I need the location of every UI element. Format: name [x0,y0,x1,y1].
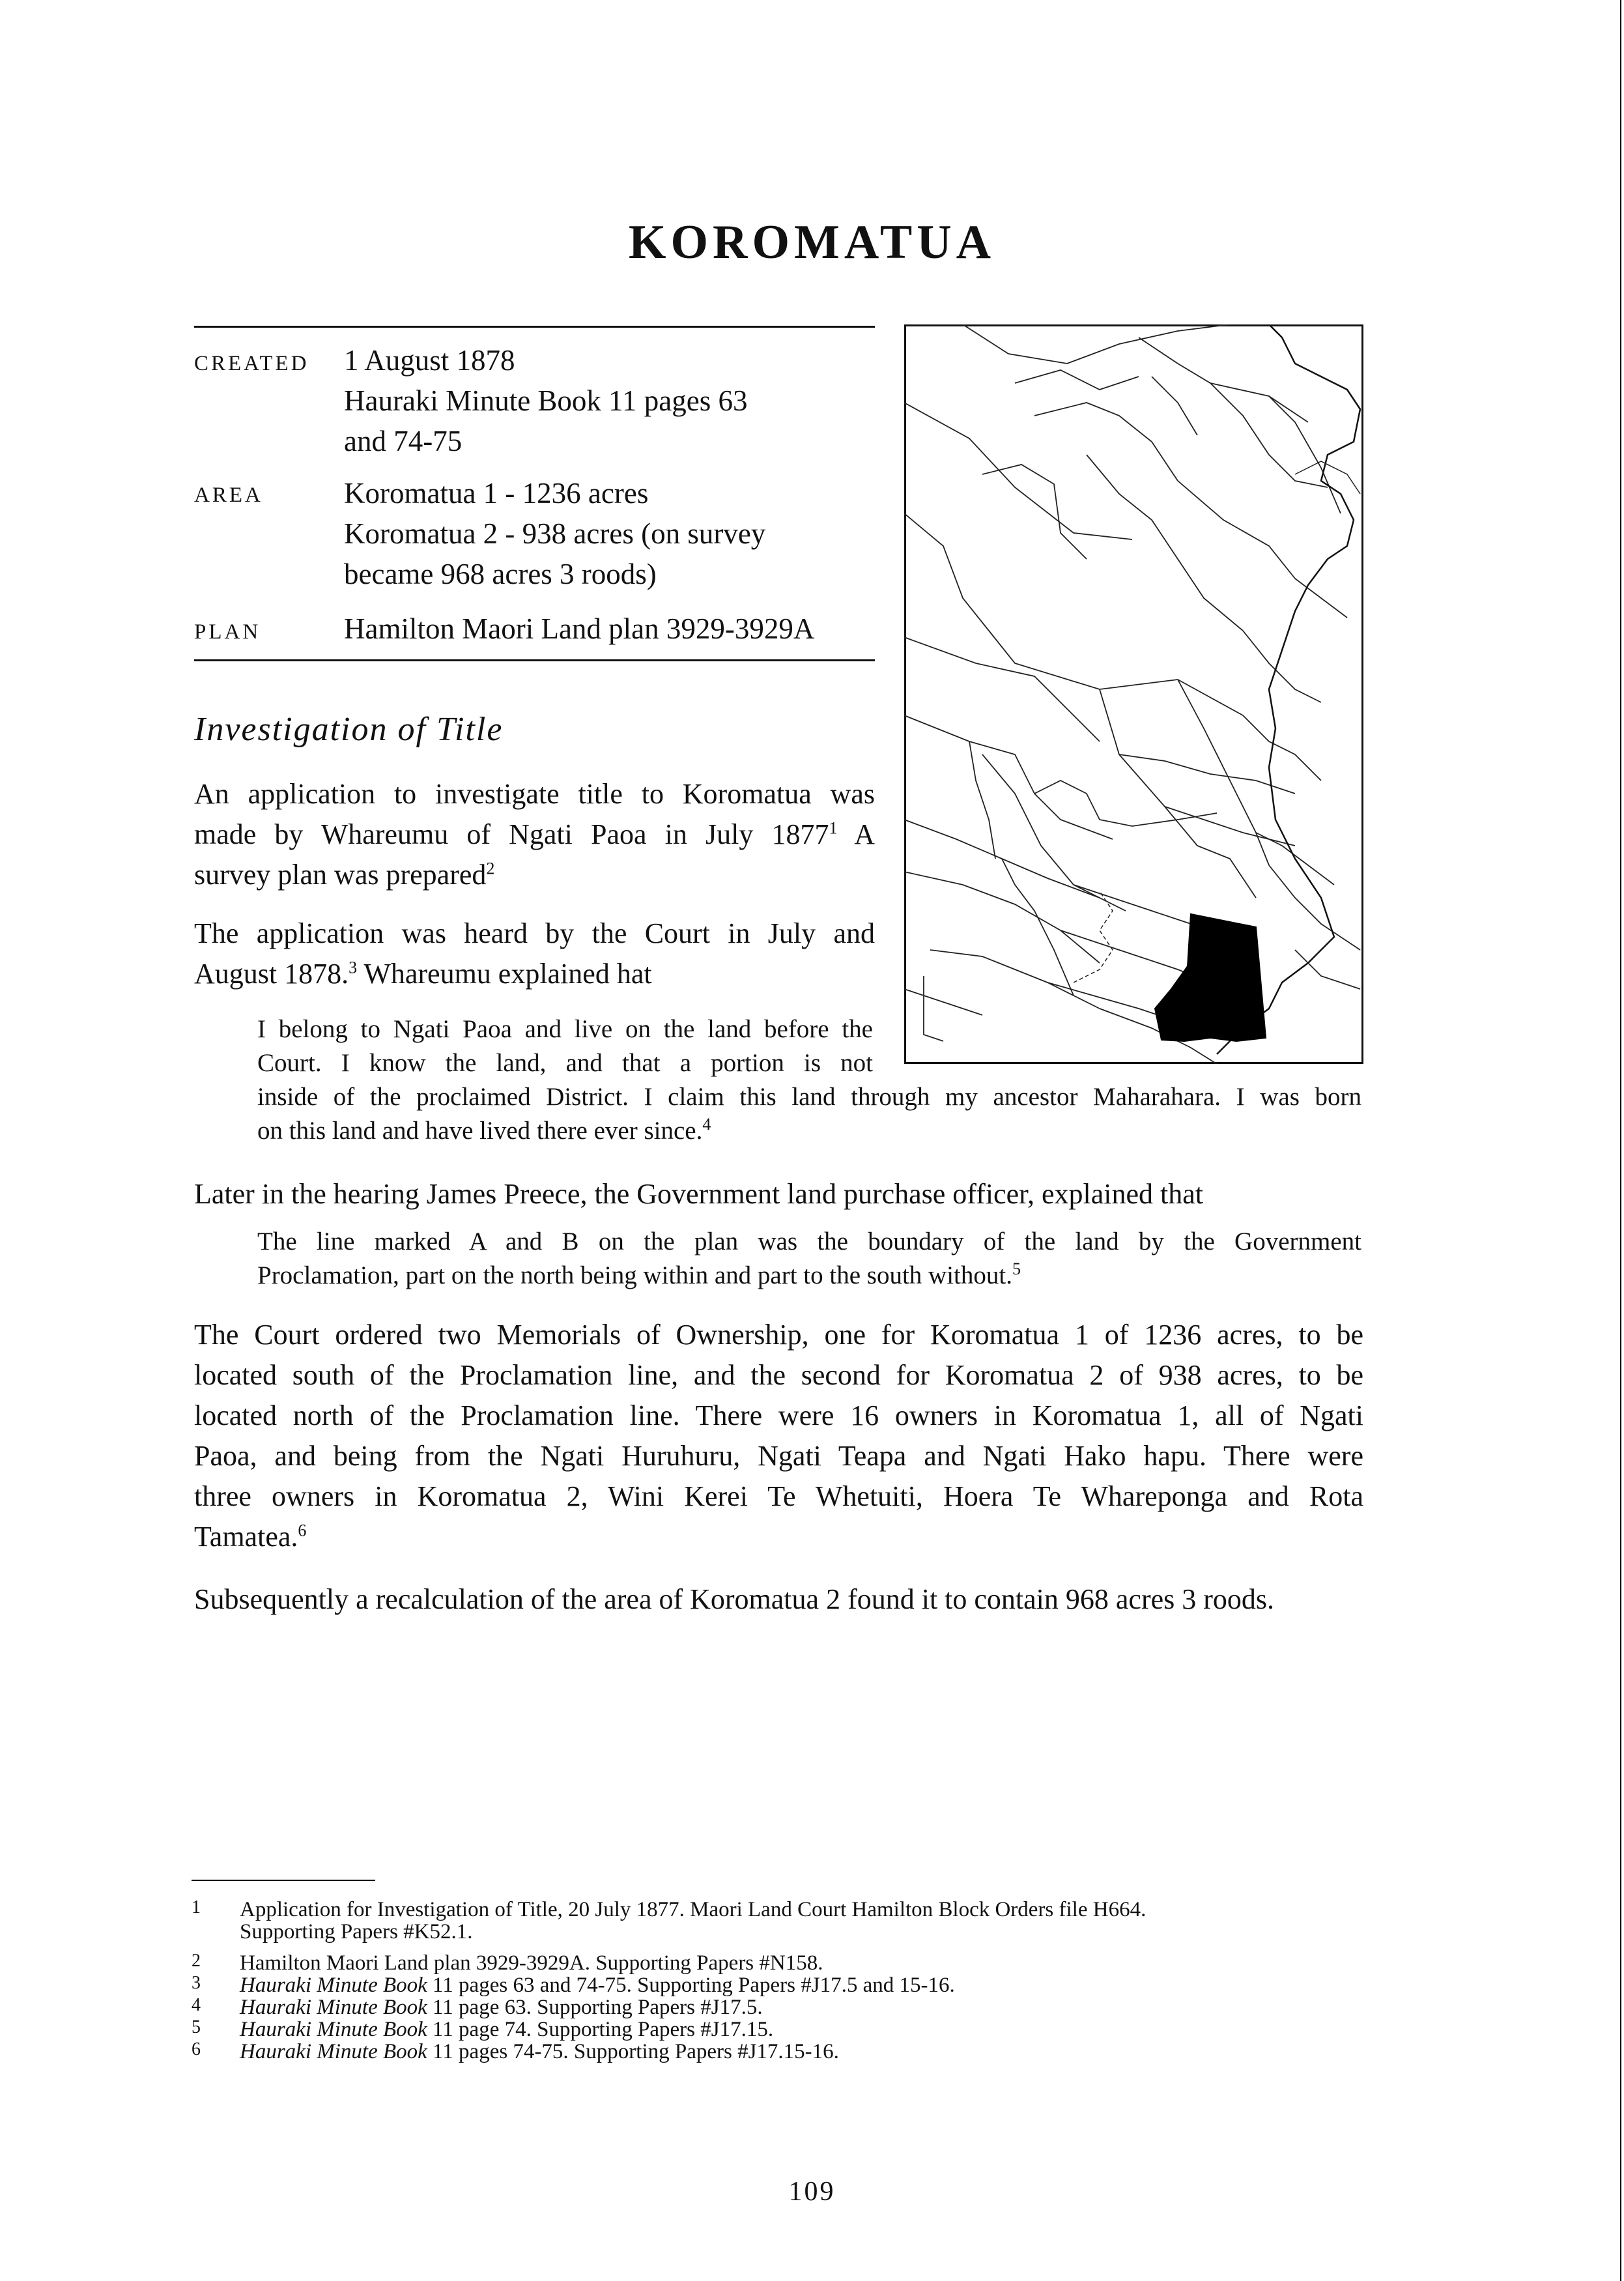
meta-top-rule [194,326,875,328]
area-line-1: Koromatua 1 - 1236 acres [344,477,649,509]
quote2-line1: The line marked A and B on the plan was the boundary of the land by the Government [257,1227,1361,1255]
para1-line3: survey plan was prepared$^2$ [194,859,495,891]
para2-line2: August 1878.$^3$ Whareumu explained hat [194,958,652,990]
para3: Later in the hearing James Preece, the Government land purchase officer, explained that [194,1178,1204,1210]
block-location-map [904,324,1363,1064]
footnote-text: Hauraki Minute Book 11 pages 63 and 74-75. Supporting Papers #J17.5 and 15-16. [240,1973,955,1997]
para5: Subsequently a recalculation of the area of Koromatua 2 found it to contain 968 acres 3 roods. [194,1583,1275,1615]
footnote-number: 5 [192,2017,201,2037]
page-title: KOROMATUA [628,216,996,269]
page-number: 109 [788,2177,836,2207]
footnote-text: Application for Investigation of Title, 20 July 1877. Maori Land Court Hamilton Block Orders file H664. [240,1898,1147,1921]
footnote-text: Hauraki Minute Book 11 page 63. Supporting Papers #J17.5. [240,1996,763,2019]
plan-value: Hamilton Maori Land plan 3929-3929A [344,612,815,645]
area-line-2: Koromatua 2 - 938 acres (on survey [344,517,766,550]
created-source: Hauraki Minute Book 11 pages 63 [344,384,748,417]
footnote-text: Supporting Papers #K52.1. [240,1920,473,1944]
footnote-number: 6 [192,2039,201,2059]
quote2-line2: Proclamation, part on the north being within and part to the south without.$^5$ [257,1259,1021,1289]
created-pages: and 74-75 [344,425,463,457]
footnote-number: 1 [192,1897,201,1917]
quote1-line4: on this land and have lived there ever since.$^4$ [257,1115,711,1145]
para4-line6: Tamatea.$^6$ [194,1521,307,1553]
footnote-number: 4 [192,1995,201,2015]
footnote-number: 3 [192,1973,201,1993]
meta-bottom-rule [194,659,875,661]
para4-line4: Paoa, and being from the Ngati Huruhuru, Ngati Teapa and Ngati Hako hapu. There were [194,1440,1363,1472]
para4-line3: located north of the Proclamation line. There were 16 owners in Koromatua 1, all of Ngati [194,1399,1363,1431]
area-label: AREA [194,483,263,507]
quote1-line1: I belong to Ngati Paoa and live on the land before the [257,1015,873,1043]
footnote-text: Hamilton Maori Land plan 3929-3929A. Supporting Papers #N158. [240,1951,823,1975]
quote1-line2: Court. I know the land, and that a portion is not [257,1049,873,1077]
page-edge-line [1616,0,1624,2281]
quote1-line3: inside of the proclaimed District. I claim this land through my ancestor Maharahara. I was born [257,1083,1361,1111]
created-date: 1 August 1878 [344,344,515,377]
section-heading: Investigation of Title [194,711,504,748]
footnote-separator [192,1880,375,1881]
created-label: CREATED [194,352,309,375]
area-line-3: became 968 acres 3 roods) [344,558,657,590]
para1-line2: made by Whareumu of Ngati Paoa in July 1877$^1$ A [194,818,875,850]
para1-line1: An application to investigate title to Koromatua was [194,778,875,810]
footnote-text: Hauraki Minute Book 11 pages 74-75. Supporting Papers #J17.15-16. [240,2040,839,2063]
footnote-number: 2 [192,1951,201,1971]
footnote-text: Hauraki Minute Book 11 page 74. Supporting Papers #J17.15. [240,2018,774,2041]
para4-line2: located south of the Proclamation line, and the second for Koromatua 2 of 938 acres, to be [194,1359,1363,1391]
plan-label: PLAN [194,620,261,644]
para2-line1: The application was heard by the Court in July and [194,917,875,949]
para4-line5: three owners in Koromatua 2, Wini Kerei Te Whetuiti, Hoera Te Whareponga and Rota [194,1480,1363,1512]
para4-line1: The Court ordered two Memorials of Ownership, one for Koromatua 1 of 1236 acres, to be [194,1319,1363,1351]
